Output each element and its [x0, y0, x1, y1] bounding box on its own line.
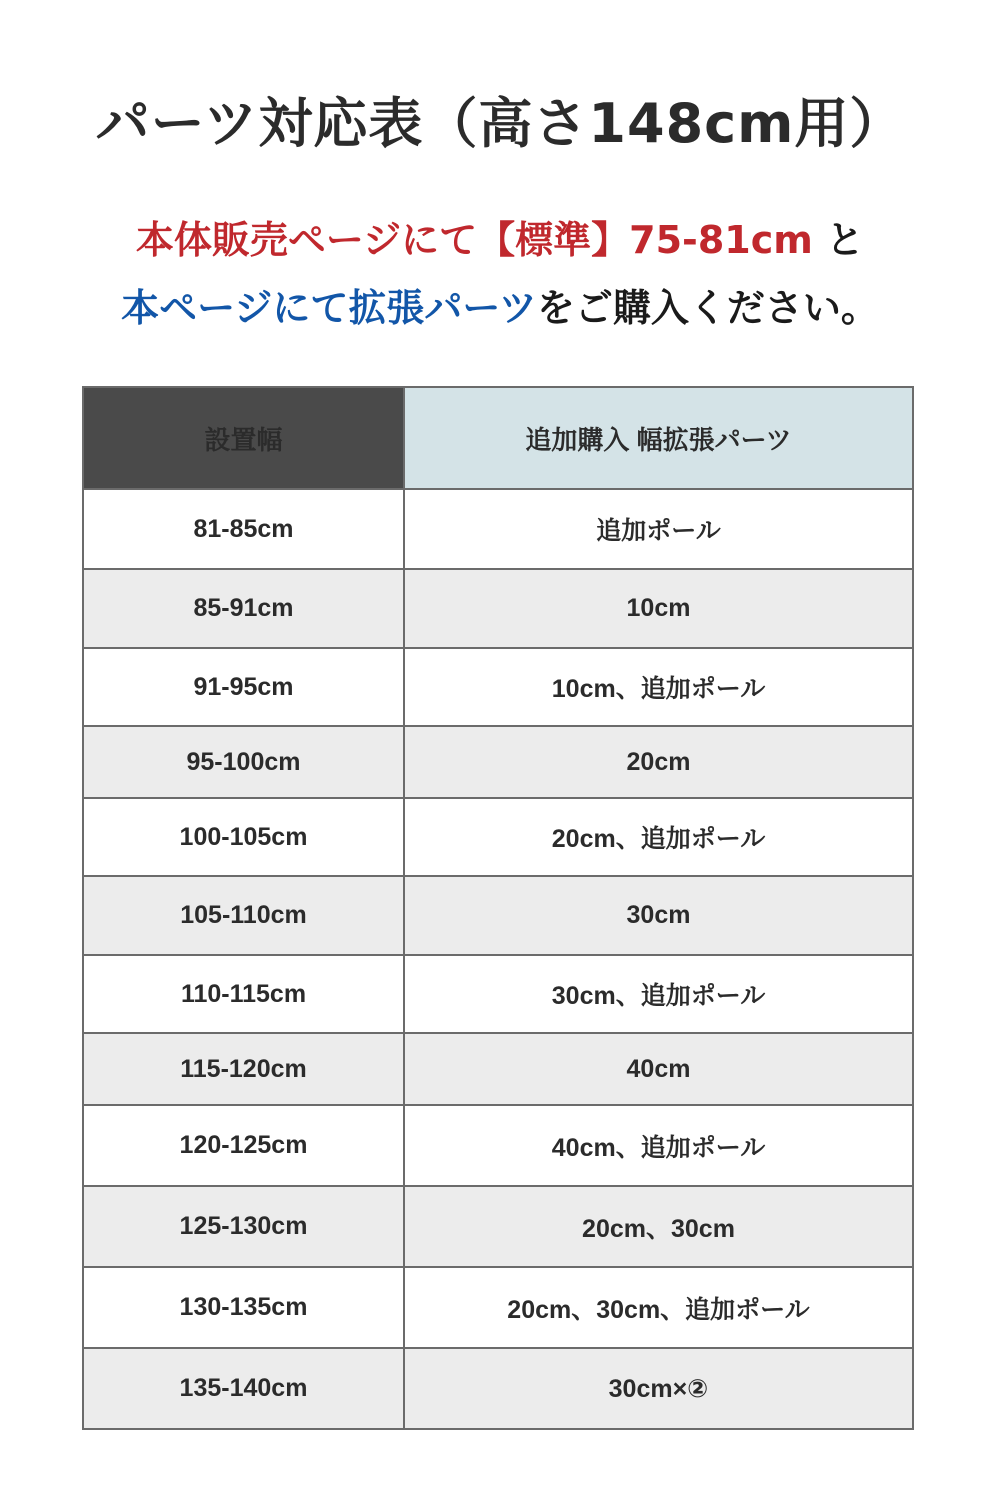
parts-cell: 30cm、追加ポール — [404, 955, 913, 1033]
instruction-line-2 — [0, 282, 1000, 334]
width-cell: 130-135cm — [83, 1267, 404, 1348]
table-row — [83, 726, 913, 798]
table-row — [83, 798, 913, 876]
width-cell: 110-115cm — [83, 955, 404, 1033]
header-installation-width: 設置幅 — [83, 387, 404, 489]
parts-cell: 30cm — [404, 876, 913, 955]
table-row — [83, 1348, 913, 1429]
instruction-line-1 — [0, 214, 1000, 266]
parts-cell: 20cm、追加ポール — [404, 798, 913, 876]
parts-cell: 10cm、追加ポール — [404, 648, 913, 726]
parts-cell: 追加ポール — [404, 489, 913, 569]
parts-cell: 40cm — [404, 1033, 913, 1105]
width-cell: 95-100cm — [83, 726, 404, 798]
width-cell: 105-110cm — [83, 876, 404, 955]
instruction-extension-text: 本ページにて拡張パーツ — [121, 286, 537, 330]
width-cell: 91-95cm — [83, 648, 404, 726]
table-row — [83, 1105, 913, 1186]
instruction-connector-text: と — [812, 218, 865, 262]
width-cell: 100-105cm — [83, 798, 404, 876]
instruction-purchase-text: をご購入ください。 — [536, 286, 879, 330]
table-header-row — [83, 387, 913, 489]
table-row — [83, 1267, 913, 1348]
table-row — [83, 1033, 913, 1105]
parts-table — [82, 386, 914, 1430]
parts-cell: 40cm、追加ポール — [404, 1105, 913, 1186]
width-cell: 135-140cm — [83, 1348, 404, 1429]
width-cell: 115-120cm — [83, 1033, 404, 1105]
table-row — [83, 1186, 913, 1267]
instruction-standard-text: 本体販売ページにて【標準】75-81cm — [135, 218, 813, 262]
width-cell: 85-91cm — [83, 569, 404, 648]
table-row — [83, 955, 913, 1033]
table-row — [83, 489, 913, 569]
parts-cell: 20cm — [404, 726, 913, 798]
width-cell: 125-130cm — [83, 1186, 404, 1267]
parts-cell: 30cm×② — [404, 1348, 913, 1429]
width-cell: 120-125cm — [83, 1105, 404, 1186]
parts-cell: 20cm、30cm、追加ポール — [404, 1267, 913, 1348]
table-row — [83, 569, 913, 648]
parts-cell: 20cm、30cm — [404, 1186, 913, 1267]
parts-cell: 10cm — [404, 569, 913, 648]
table-row — [83, 876, 913, 955]
page-title: パーツ対応表（高さ148cm用） — [95, 92, 905, 155]
header-extension-parts: 追加購入 幅拡張パーツ — [404, 387, 913, 489]
table-row — [83, 648, 913, 726]
width-cell: 81-85cm — [83, 489, 404, 569]
